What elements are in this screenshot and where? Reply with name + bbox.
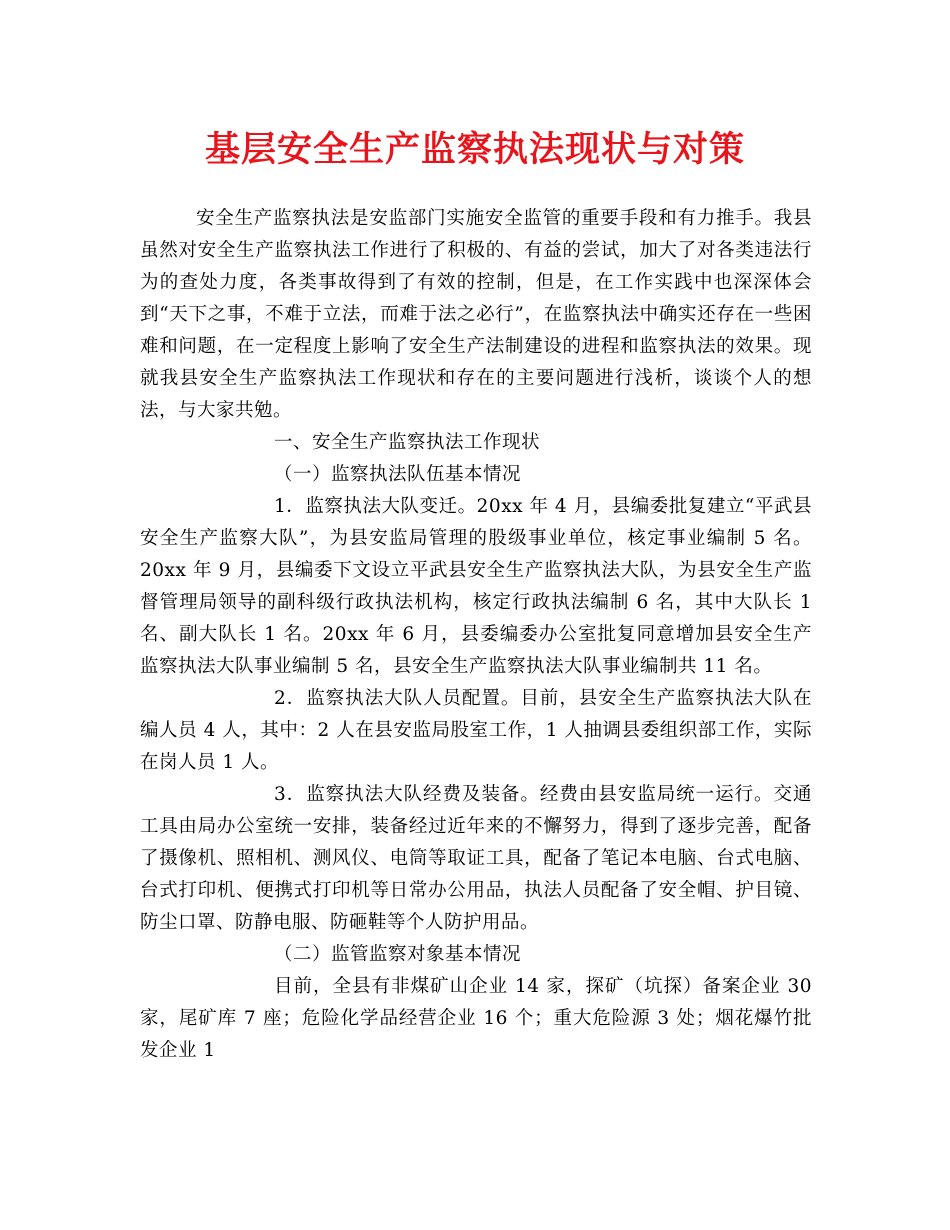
paragraph-item-3: 3．监察执法大队经费及装备。经费由县安监局统一运行。交通工具由局办公室统一安排，装备经过近年来的不懈努力，得到了逐步完善，配备了摄像机、照相机、测风仪、电筒等取证工具，配备了笔记本电脑、台式电脑、台式打印机、便携式打印机等日常办公用品，执法人员配备了安全帽、护目镜、防尘口罩、防静电服、防砸鞋等个人防护用品。	[140, 784, 812, 933]
paragraph-item-1: 1．监察执法大队变迁。20xx 年 4 月，县编委批复建立“平武县安全生产监察大队”，为县安监局管理的股级事业单位，核定事业编制 5 名。20xx 年 9 月，县编委下文设立平武县安全生产监察执法大队，为县安全生产监督管理局领导的副科级行政执法机构，核定行政执法编制 6 名，其中大队长 1 名、副大队长 1 名。20xx 年 6 月，县委编委办公室批复同意增加县安全生产监察执法大队事业编制 5 名，县安全生产监察执法大队事业编制共 11 名。	[140, 496, 812, 677]
paragraph-intro: 安全生产监察执法是安监部门实施安全监管的重要手段和有力推手。我县虽然对安全生产监察执法工作进行了积极的、有益的尝试，加大了对各类违法行为的查处力度，各类事故得到了有效的控制，但是，在工作实践中也深深体会到“天下之事，不难于立法，而难于法之必行”，在监察执法中确实还存在一些困难和问题，在一定程度上影响了安全生产法制建设的进程和监察执法的效果。现就我县安全生产监察执法工作现状和存在的主要问题进行浅析，谈谈个人的想法，与大家共勉。	[140, 208, 812, 421]
subsection-heading-1: （一）监察执法队伍基本情况	[274, 464, 522, 485]
subsection-heading-2: （二）监管监察对象基本情况	[274, 944, 522, 965]
document-title: 基层安全生产监察执法现状与对策	[204, 129, 745, 170]
paragraph-supervision: 目前，全县有非煤矿山企业 14 家，探矿（坑探）备案企业 30 家，尾矿库 7 座；危险化学品经营企业 16 个；重大危险源 3 处；烟花爆竹批发企业 1	[140, 976, 812, 1061]
paragraph-item-2: 2．监察执法大队人员配置。目前，县安全生产监察执法大队在编人员 4 人，其中：2 人在县安监局股室工作，1 人抽调县委组织部工作，实际在岗人员 1 人。	[140, 688, 812, 773]
document-body	[140, 203, 812, 1067]
section-heading-1: 一、安全生产监察执法工作现状	[274, 432, 541, 453]
